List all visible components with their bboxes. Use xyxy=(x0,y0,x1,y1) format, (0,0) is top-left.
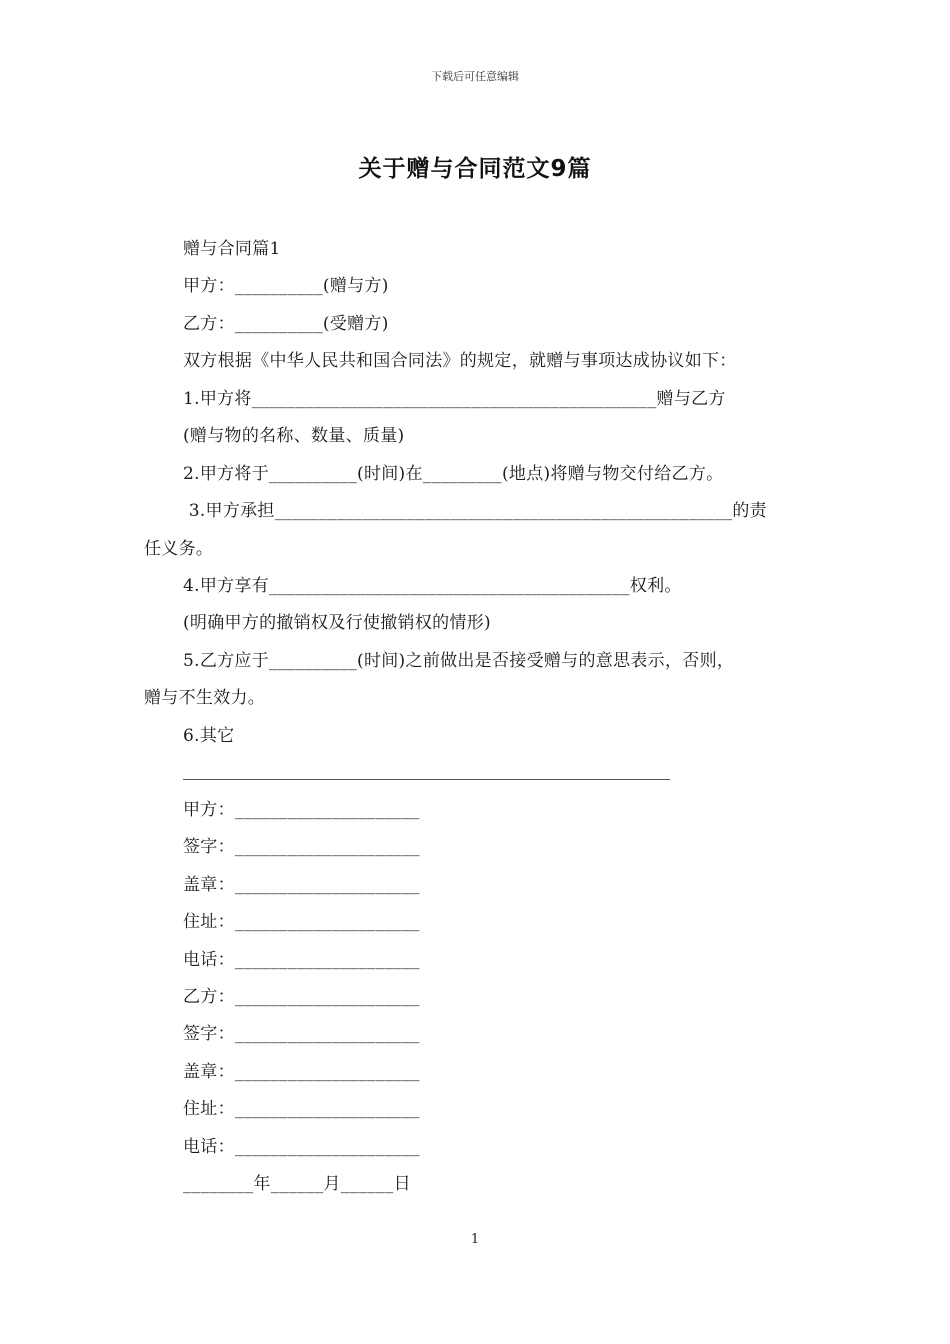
header-note: 下载后可任意编辑 xyxy=(431,70,519,83)
signature-sign-b: 签字：_____________________ xyxy=(183,1024,420,1044)
document-title: 关于赠与合同范文9篇 xyxy=(358,156,592,182)
section-heading: 赠与合同篇1 xyxy=(183,239,281,259)
party-a-line: 甲方：__________(赠与方) xyxy=(183,276,389,296)
date-line: ________年______月______日 xyxy=(183,1174,411,1194)
clause-2: 2.甲方将于__________(时间)在_________(地点)将赠与物交付给乙方。 xyxy=(183,464,724,484)
signature-phone-a: 电话：_____________________ xyxy=(183,950,420,970)
clause-1-note: (赠与物的名称、数量、质量) xyxy=(183,426,405,446)
signature-party-a: 甲方：_____________________ xyxy=(183,800,420,820)
signature-phone-b: 电话：_____________________ xyxy=(183,1137,420,1157)
signature-seal-a: 盖章：_____________________ xyxy=(183,875,420,895)
other-terms-blank-line xyxy=(183,779,670,780)
signature-seal-b: 盖章：_____________________ xyxy=(183,1062,420,1082)
signature-address-b: 住址：_____________________ xyxy=(183,1099,420,1119)
party-b-line: 乙方：__________(受赠方) xyxy=(183,314,389,334)
clause-5-line-2: 赠与不生效力。 xyxy=(144,688,266,708)
clause-1: 1.甲方将______________________________________________赠与乙方 xyxy=(183,389,726,409)
signature-party-b: 乙方：_____________________ xyxy=(183,987,420,1007)
clause-3-line-1: 3.甲方承担____________________________________________________的责 xyxy=(183,501,767,521)
clause-6: 6.其它 xyxy=(183,726,235,746)
signature-address-a: 住址：_____________________ xyxy=(183,912,420,932)
clause-4: 4.甲方享有_________________________________________权利。 xyxy=(183,576,682,596)
clause-3-line-2: 任义务。 xyxy=(144,539,214,559)
clause-4-note: (明确甲方的撤销权及行使撤销权的情形) xyxy=(183,613,491,633)
intro-paragraph: 双方根据《中华人民共和国合同法》的规定，就赠与事项达成协议如下： xyxy=(183,351,737,371)
clause-5-line-1: 5.乙方应于__________(时间)之前做出是否接受赠与的意思表示，否则， xyxy=(183,651,735,671)
signature-sign-a: 签字：_____________________ xyxy=(183,837,420,857)
page-number: 1 xyxy=(470,1232,480,1247)
